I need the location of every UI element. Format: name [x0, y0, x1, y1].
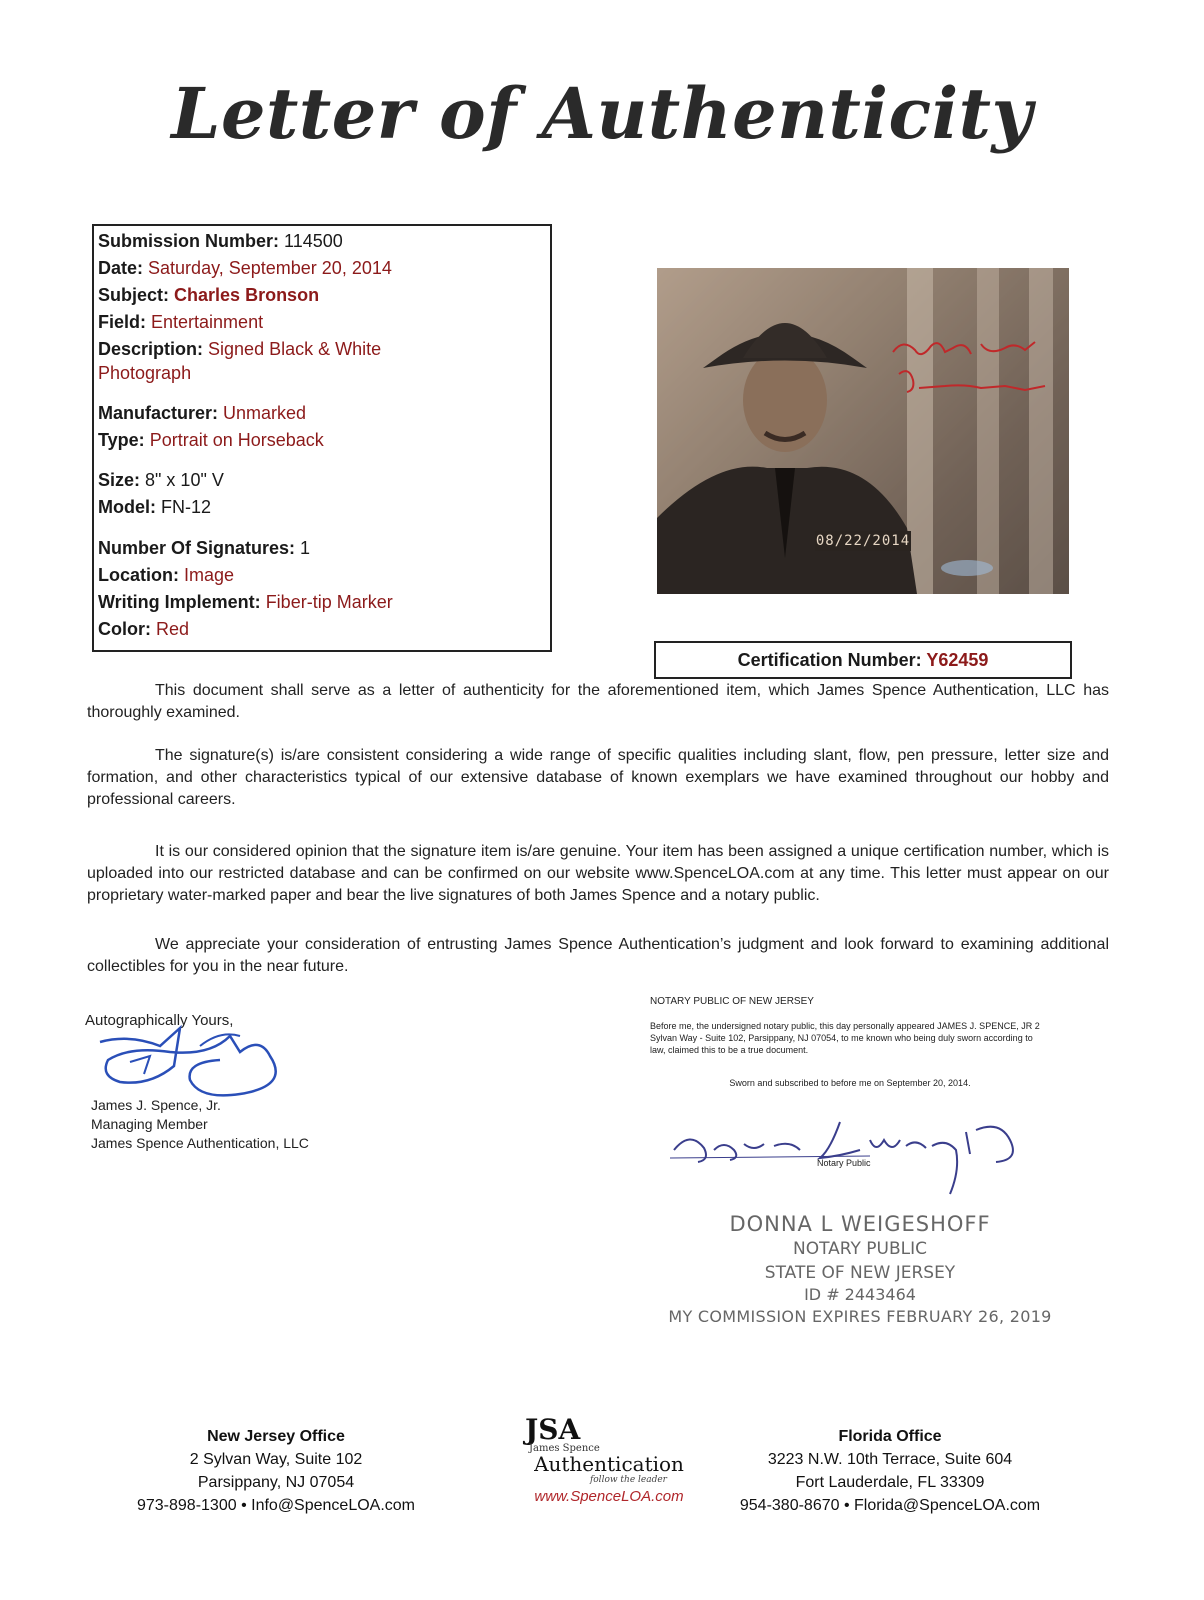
spence-signature	[90, 1016, 290, 1106]
notary-header: NOTARY PUBLIC OF NEW JERSEY	[650, 996, 814, 1007]
jsa-website: www.SpenceLOA.com	[534, 1488, 684, 1505]
signoff-closing: Autographically Yours,	[85, 1012, 234, 1029]
fl-office-line2: Fort Lauderdale, FL 33309	[795, 1474, 985, 1491]
certification-number-box	[654, 641, 1072, 679]
detail-number-of-signatures: Number Of Signatures: 1	[98, 538, 311, 558]
jsa-logo	[511, 1413, 707, 1517]
item-details-box	[92, 224, 552, 652]
certification-number: Y62459	[926, 650, 989, 670]
stamp-name: DONNA L WEIGESHOFF	[729, 1212, 991, 1236]
red-autograph-signature	[885, 330, 1055, 410]
signoff-name: James J. Spence, Jr.	[91, 1097, 221, 1113]
detail-field: Field: Entertainment	[98, 312, 264, 332]
detail-type: Type: Portrait on Horseback	[98, 430, 324, 450]
signoff-role: Managing Member	[91, 1116, 208, 1132]
body-paragraph-2: The signature(s) is/are consistent considering a wide range of specific qualities including slant, flow, pen pressure, letter size and formation, and other characteristics typical of our extensive database of known exemplars we have examined throughout our hobby and professional careers.	[87, 747, 1109, 808]
certification-label: Certification Number:	[737, 650, 922, 670]
detail-submission-number: Submission Number: 114500	[98, 231, 343, 251]
detail-location: Location: Image	[98, 565, 235, 585]
jsa-logo-mark: JSA	[525, 1413, 581, 1446]
stamp-commission: MY COMMISSION EXPIRES FEBRUARY 26, 2019	[668, 1307, 1052, 1326]
detail-size: Size: 8" x 10" V	[98, 470, 224, 490]
fl-office-contact: 954-380-8670 • Florida@SpenceLOA.com	[739, 1497, 1041, 1514]
stamp-state: STATE OF NEW JERSEY	[764, 1263, 956, 1283]
photo-date-stamp: 08/22/2014	[815, 533, 911, 549]
body-paragraph-1: This document shall serve as a letter of authenticity for the aforementioned item, which James Spence Authentication, LLC has thoroughly examined.	[87, 682, 1109, 721]
detail-model: Model: FN-12	[98, 497, 212, 517]
page-title: Letter of Authenticity	[171, 72, 1033, 155]
notary-sworn-line: Sworn and subscribed to before me on September 20, 2014.	[729, 1078, 971, 1088]
stamp-title: NOTARY PUBLIC	[792, 1239, 928, 1259]
body-paragraph-3: It is our considered opinion that the signature item is/are genuine. Your item has been assigned a unique certification number, which is uploaded into our restricted database and can be confirmed on our website www.SpenceLOA.com at any time. This letter must appear on our proprietary water-marked paper and bear the live signatures of both James Spence and a notary public.	[87, 843, 1109, 904]
detail-writing-implement: Writing Implement: Fiber-tip Marker	[98, 592, 393, 612]
jsa-logo-line2: Authentication	[534, 1452, 684, 1476]
detail-description: Description: Signed Black & White	[98, 339, 382, 359]
detail-manufacturer: Manufacturer: Unmarked	[98, 403, 307, 423]
signoff-company: James Spence Authentication, LLC	[91, 1135, 309, 1151]
body-paragraph-4: We appreciate your consideration of entrusting James Spence Authentication’s judgment and look forward to examining additional collectibles for you in the near future.	[87, 936, 1109, 975]
fl-office	[720, 1425, 1060, 1517]
signoff-block	[91, 1096, 309, 1153]
fl-office-title: Florida Office	[838, 1428, 942, 1445]
detail-date: Date: Saturday, September 20, 2014	[98, 258, 392, 278]
nj-office-line2: Parsippany, NJ 07054	[197, 1474, 355, 1491]
jsa-logo-tagline: follow the leader	[589, 1475, 667, 1485]
stamp-id: ID # 2443464	[804, 1285, 916, 1304]
nj-office-line1: 2 Sylvan Way, Suite 102	[189, 1451, 363, 1468]
notary-public-label: Notary Public	[817, 1158, 871, 1168]
nj-office	[126, 1425, 426, 1517]
detail-color: Color: Red	[98, 619, 190, 639]
jsa-logo-line1: James Spence	[529, 1443, 600, 1454]
detail-subject: Subject: Charles Bronson	[98, 285, 320, 305]
notary-statement: Before me, the undersigned notary public, this day personally appeared JAMES J. SPENCE, JR 2 Sylvan Way - Suite 102, Parsippany, NJ 07054, to me known who being duly sworn according to law, claimed this to be a true document.	[650, 1021, 1040, 1055]
detail-description-cont: Photograph	[98, 363, 192, 383]
nj-office-contact: 973-898-1300 • Info@SpenceLOA.com	[136, 1497, 416, 1514]
notary-signature	[670, 1110, 1040, 1200]
nj-office-title: New Jersey Office	[207, 1428, 345, 1445]
fl-office-line1: 3223 N.W. 10th Terrace, Suite 604	[767, 1451, 1013, 1468]
